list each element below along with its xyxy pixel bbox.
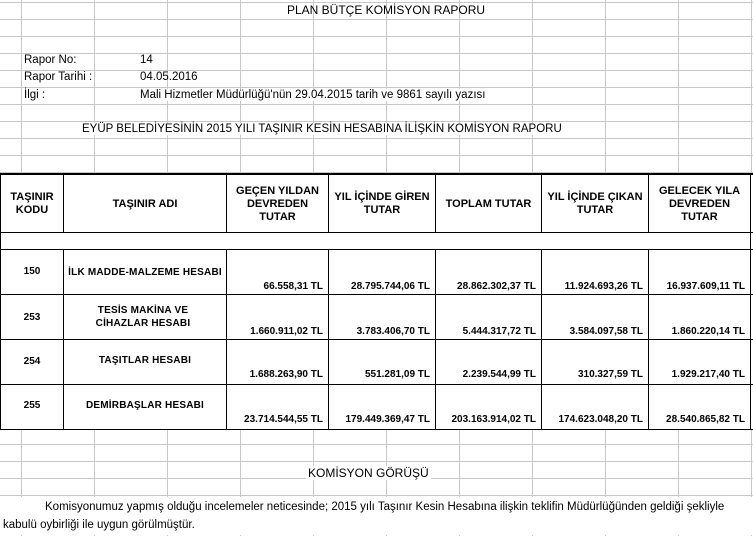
report-no-label: Rapor No:: [24, 54, 77, 66]
row-code: 150: [23, 266, 41, 277]
row-name: TESİS MAKİNA VE CİHAZLAR HESABI: [95, 305, 191, 329]
report-subtitle: EYÜP BELEDİYESİNİN 2015 YILI TAŞINIR KESİN HESABINA İLİŞKİN KOMİSYON RAPORU: [78, 123, 566, 135]
row-prev: 66.558,31 TL: [263, 281, 323, 292]
opinion-box: [0, 497, 753, 535]
header-previous-year: GEÇEN YILDAN DEVREDEN TUTAR: [236, 184, 319, 223]
row-code: 254: [23, 356, 41, 367]
col-border: [648, 250, 649, 430]
opinion-title: KOMİSYON GÖRÜŞÜ: [308, 466, 429, 480]
report-title: PLAN BÜTÇE KOMİSYON RAPORU: [287, 3, 486, 17]
row-name: DEMİRBAŞLAR HESABI: [85, 400, 205, 411]
row-prev: 1.688.263,90 TL: [249, 369, 323, 380]
row-in: 551.281,09 TL: [364, 369, 430, 380]
row-next: 16.937.609,11 TL: [666, 281, 745, 292]
header-name: TAŞINIR ADI: [112, 197, 178, 210]
row-name: TAŞITLAR HESABI: [98, 355, 192, 366]
row-border: [0, 339, 753, 340]
row-total: 2.239.544,99 TL: [462, 369, 536, 380]
row-out: 174.623.048,20 TL: [558, 414, 643, 425]
row-prev: 1.660.911,02 TL: [250, 326, 323, 337]
table-top-border: [0, 173, 753, 175]
row-border: [0, 294, 753, 295]
reference-label: İlgi :: [24, 89, 46, 101]
row-total: 5.444.317,72 TL: [462, 326, 536, 337]
row-border: [0, 384, 753, 385]
row-code: 255: [23, 400, 41, 411]
col-border: [750, 174, 751, 430]
row-in: 28.795.744,06 TL: [351, 281, 430, 292]
row-out: 3.584.097,58 TL: [569, 326, 643, 337]
reference-value: Mali Hizmetler Müdürlüğü'nün 29.04.2015 tarih ve 9861 sayılı yazısı: [140, 89, 491, 101]
report-date-label: Rapor Tarihi :: [24, 71, 93, 83]
table-bottom-border: [0, 429, 753, 430]
col-border: [541, 250, 542, 430]
header-year-in: YIL İÇİNDE GİREN TUTAR: [334, 191, 430, 216]
header-total: TOPLAM TUTAR: [445, 197, 532, 210]
header-bottom-border: [0, 232, 753, 233]
header-year-out: YIL İÇİNDE ÇIKAN TUTAR: [547, 191, 643, 216]
col-border: [435, 250, 436, 430]
row-prev: 23.714.544,55 TL: [244, 414, 323, 425]
row-out: 310.327,59 TL: [577, 369, 643, 380]
col-border: [328, 250, 329, 430]
spacer-row-border: [0, 249, 753, 250]
row-total: 203.163.914,02 TL: [451, 414, 536, 425]
row-total: 28.862.302,37 TL: [457, 281, 536, 292]
row-code: 253: [23, 312, 41, 323]
row-next: 28.540.865,82 TL: [666, 414, 745, 425]
col-border: [226, 250, 227, 430]
row-out: 11.924.693,26 TL: [564, 281, 643, 292]
opinion-line-1: Komisyonumuz yapmış olduğu incelemeler neticesinde; 2015 yılı Taşınır Kesin Hesabına ilişkin teklifin Müdürlüğünden geldiği şekliyle: [45, 501, 725, 513]
row-in: 179.449.369,47 TL: [345, 414, 430, 425]
row-next: 1.860.220,14 TL: [671, 326, 745, 337]
row-in: 3.783.406,70 TL: [356, 326, 430, 337]
report-date-value: 04.05.2016: [140, 71, 198, 83]
row-name: İLK MADDE-MALZEME HESABI: [68, 267, 222, 278]
header-code: TAŞINIR KODU: [10, 191, 54, 216]
header-next-year: GELECEK YILA DEVREDEN TUTAR: [658, 184, 741, 223]
opinion-line-2: kabulü oybirliği ile uygun görülmüştür.: [3, 519, 195, 531]
report-no-value: 14: [140, 54, 153, 66]
row-next: 1.929.217,40 TL: [671, 369, 745, 380]
